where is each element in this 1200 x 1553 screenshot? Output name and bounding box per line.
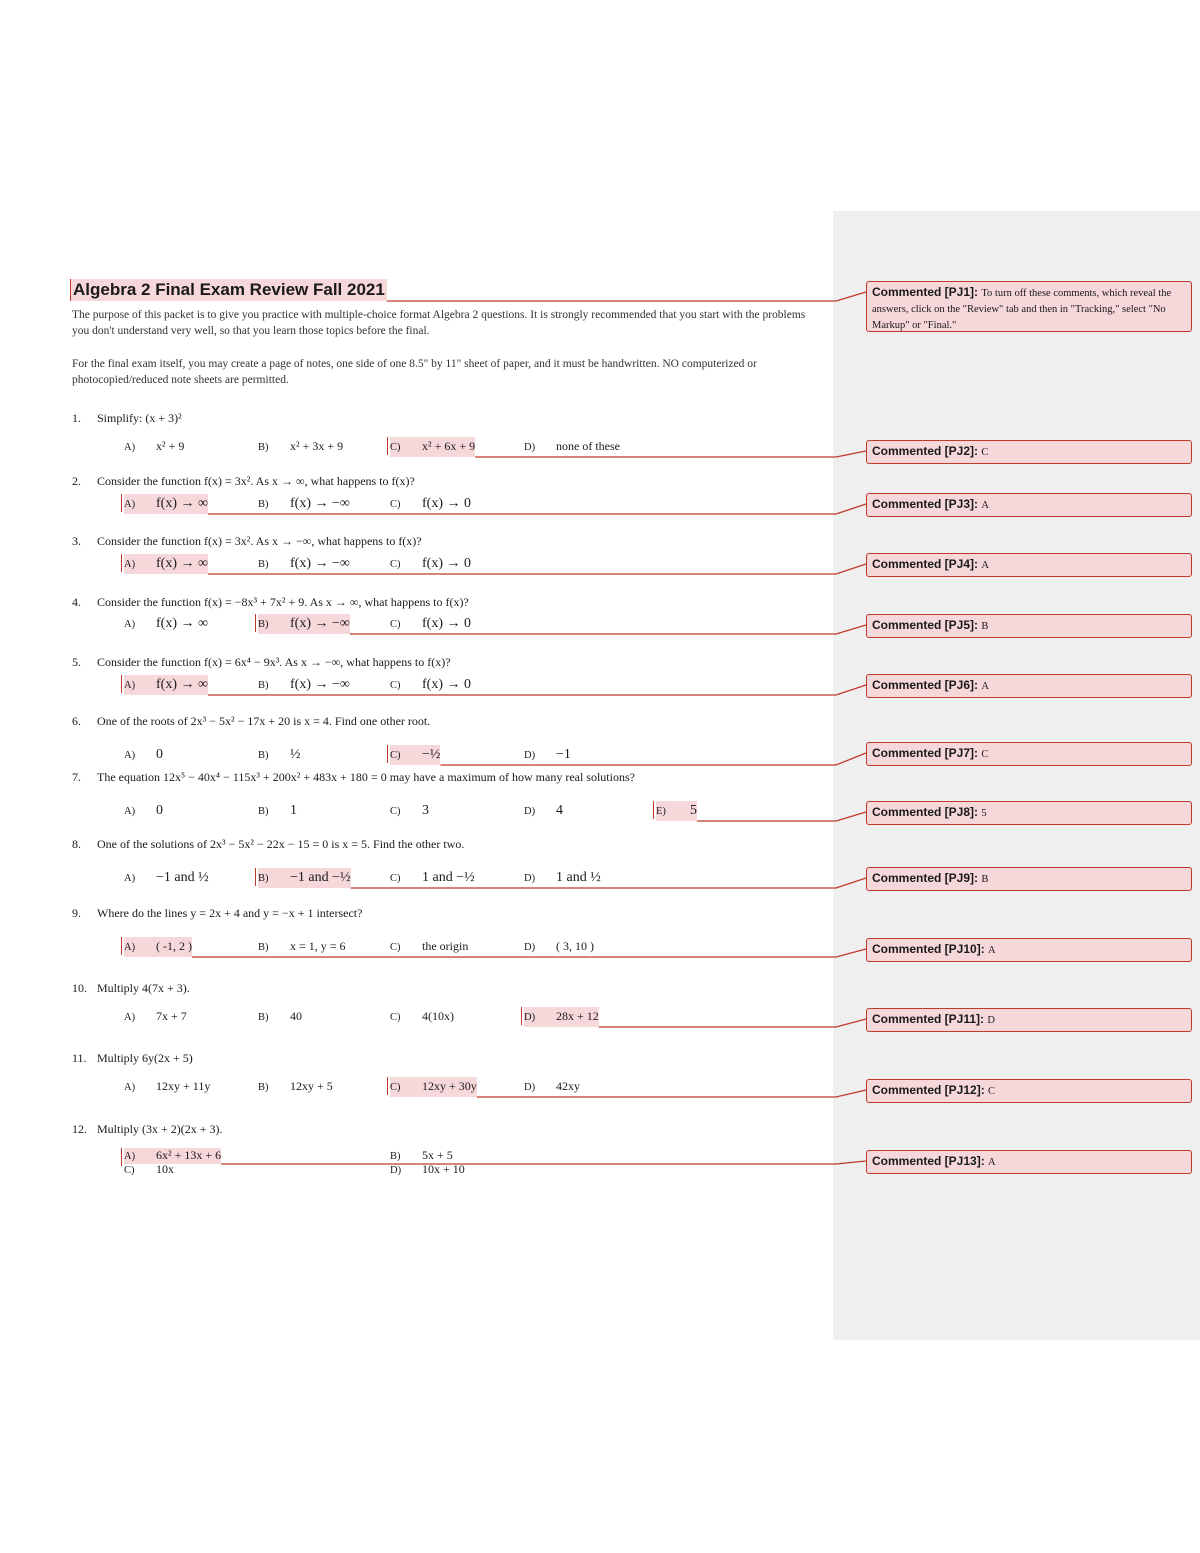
option-7a[interactable]: A) 0 — [124, 803, 163, 818]
option-9a[interactable]: A) ( -1, 2 ) — [124, 937, 192, 957]
option-4b[interactable]: B) f(x) → −∞ — [258, 614, 350, 634]
option-7e[interactable]: E) 5 — [656, 801, 697, 821]
option-2b[interactable]: B) f(x) → −∞ — [258, 496, 350, 511]
option-8a[interactable]: A) −1 and ½ — [124, 870, 209, 885]
comment-pj12[interactable]: Commented [PJ12]: C — [866, 1079, 1192, 1103]
comment-pj13[interactable]: Commented [PJ13]: A — [866, 1150, 1192, 1174]
comment-pj10[interactable]: Commented [PJ10]: A — [866, 938, 1192, 962]
question-11: 11. Multiply 6y(2x + 5) — [72, 1051, 193, 1065]
question-3: 3. Consider the function f(x) = 3x². As x → −∞, what happens to f(x)? — [72, 534, 422, 548]
connector-line — [697, 812, 866, 821]
comment-pj2[interactable]: Commented [PJ2]: C — [866, 440, 1192, 464]
option-8c[interactable]: C) 1 and −½ — [390, 870, 475, 885]
notes-paragraph: For the final exam itself, you may create a page of notes, one side of one 8.5" by 11" sheet of paper, and it must be handwritten. NO computerized or photocopied/reduced note sheets are permitted. — [72, 358, 757, 386]
connector-line — [221, 1161, 866, 1164]
question-6: 6. One of the roots of 2x³ − 5x² − 17x + 20 is x = 4. Find one other root. — [72, 714, 431, 728]
question-number: 1. — [72, 411, 81, 425]
comment-pj6[interactable]: Commented [PJ6]: A — [866, 674, 1192, 698]
option-1d[interactable]: D) none of these — [524, 439, 620, 453]
question-10: 10. Multiply 4(7x + 3). — [72, 981, 190, 995]
comment-pj11[interactable]: Commented [PJ11]: D — [866, 1008, 1192, 1032]
question-4: 4. Consider the function f(x) = −8x³ + 7x² + 9. As x → ∞, what happens to f(x)? — [72, 595, 469, 609]
option-4c[interactable]: C) f(x) → 0 — [390, 616, 471, 631]
option-1a[interactable]: A) x² + 9 — [124, 439, 185, 453]
document-title: Algebra 2 Final Exam Review Fall 2021 — [70, 279, 387, 301]
option-12c[interactable]: C) 10x — [124, 1162, 174, 1176]
option-11c[interactable]: C) 12xy + 30y — [390, 1077, 477, 1097]
option-6c[interactable]: C) −½ — [390, 745, 440, 765]
option-11d[interactable]: D) 42xy — [524, 1079, 580, 1093]
question-7: 7. The equation 12x⁵ − 40x⁴ − 115x³ + 200x² + 483x + 180 = 0 may have a maximum of how many real solutions? — [72, 770, 635, 784]
comment-pj4[interactable]: Commented [PJ4]: A — [866, 553, 1192, 577]
option-11a[interactable]: A) 12xy + 11y — [124, 1079, 211, 1093]
connector-line — [599, 1019, 866, 1027]
intro-paragraph: The purpose of this packet is to give you practice with multiple-choice format Algebra 2 questions. It is strongly recommended that you start with the problems you don't understand very well, so that you learn those topics before the final. — [72, 309, 806, 337]
comment-pj5[interactable]: Commented [PJ5]: B — [866, 614, 1192, 638]
option-12d[interactable]: D) 10x + 10 — [390, 1162, 465, 1176]
question-12: 12. Multiply (3x + 2)(2x + 3). — [72, 1122, 223, 1136]
question-text: Simplify: (x + 3)² — [97, 411, 182, 425]
option-10c[interactable]: C) 4(10x) — [390, 1009, 454, 1023]
option-3b[interactable]: B) f(x) → −∞ — [258, 556, 350, 571]
option-10b[interactable]: B) 40 — [258, 1009, 302, 1023]
option-3a[interactable]: A) f(x) → ∞ — [124, 554, 208, 574]
question-2: 2. Consider the function f(x) = 3x². As x → ∞, what happens to f(x)? — [72, 474, 415, 488]
question-5: 5. Consider the function f(x) = 6x⁴ − 9x³. As x → −∞, what happens to f(x)? — [72, 655, 451, 669]
option-12b[interactable]: B) 5x + 5 — [390, 1148, 453, 1162]
comment-pj1[interactable]: Commented [PJ1]: To turn off these comments, which reveal the answers, click on the "Review" tab and then in "Tracking," select "No Markup" or "Final." — [866, 281, 1192, 332]
option-9c[interactable]: C) the origin — [390, 939, 469, 953]
option-5c[interactable]: C) f(x) → 0 — [390, 677, 471, 692]
connector-line — [440, 753, 866, 765]
option-7d[interactable]: D) 4 — [524, 803, 563, 818]
question-8: 8. One of the solutions of 2x³ − 5x² − 22x − 15 = 0 is x = 5. Find the other two. — [72, 837, 465, 851]
option-6d[interactable]: D) −1 — [524, 747, 571, 762]
option-7c[interactable]: C) 3 — [390, 803, 429, 818]
option-5a[interactable]: A) f(x) → ∞ — [124, 675, 208, 695]
option-11b[interactable]: B) 12xy + 5 — [258, 1079, 333, 1093]
option-3c[interactable]: C) f(x) → 0 — [390, 556, 471, 571]
comment-pj7[interactable]: Commented [PJ7]: C — [866, 742, 1192, 766]
question-9: 9. Where do the lines y = 2x + 4 and y = −x + 1 intersect? — [72, 906, 363, 920]
option-9d[interactable]: D) ( 3, 10 ) — [524, 939, 594, 953]
option-6a[interactable]: A) 0 — [124, 747, 163, 762]
question-1 — [72, 409, 182, 427]
comment-pj8[interactable]: Commented [PJ8]: 5 — [866, 801, 1192, 825]
option-1b[interactable]: B) x² + 3x + 9 — [258, 439, 344, 453]
option-2c[interactable]: C) f(x) → 0 — [390, 496, 471, 511]
option-6b[interactable]: B) ½ — [258, 747, 301, 762]
comment-pj9[interactable]: Commented [PJ9]: B — [866, 867, 1192, 891]
option-10a[interactable]: A) 7x + 7 — [124, 1009, 187, 1023]
option-10d[interactable]: D) 28x + 12 — [524, 1007, 599, 1027]
option-5b[interactable]: B) f(x) → −∞ — [258, 677, 350, 692]
option-8d[interactable]: D) 1 and ½ — [524, 870, 601, 885]
option-9b[interactable]: B) x = 1, y = 6 — [258, 939, 346, 953]
option-8b[interactable]: B) −1 and −½ — [258, 868, 351, 888]
option-1c[interactable]: C) x² + 6x + 9 — [390, 437, 475, 457]
option-7b[interactable]: B) 1 — [258, 803, 297, 818]
option-12a[interactable]: A) 6x² + 13x + 6 — [124, 1148, 222, 1162]
option-4a[interactable]: A) f(x) → ∞ — [124, 616, 208, 631]
option-2a[interactable]: A) f(x) → ∞ — [124, 494, 208, 514]
comment-pj3[interactable]: Commented [PJ3]: A — [866, 493, 1192, 517]
connector-line — [387, 292, 866, 301]
